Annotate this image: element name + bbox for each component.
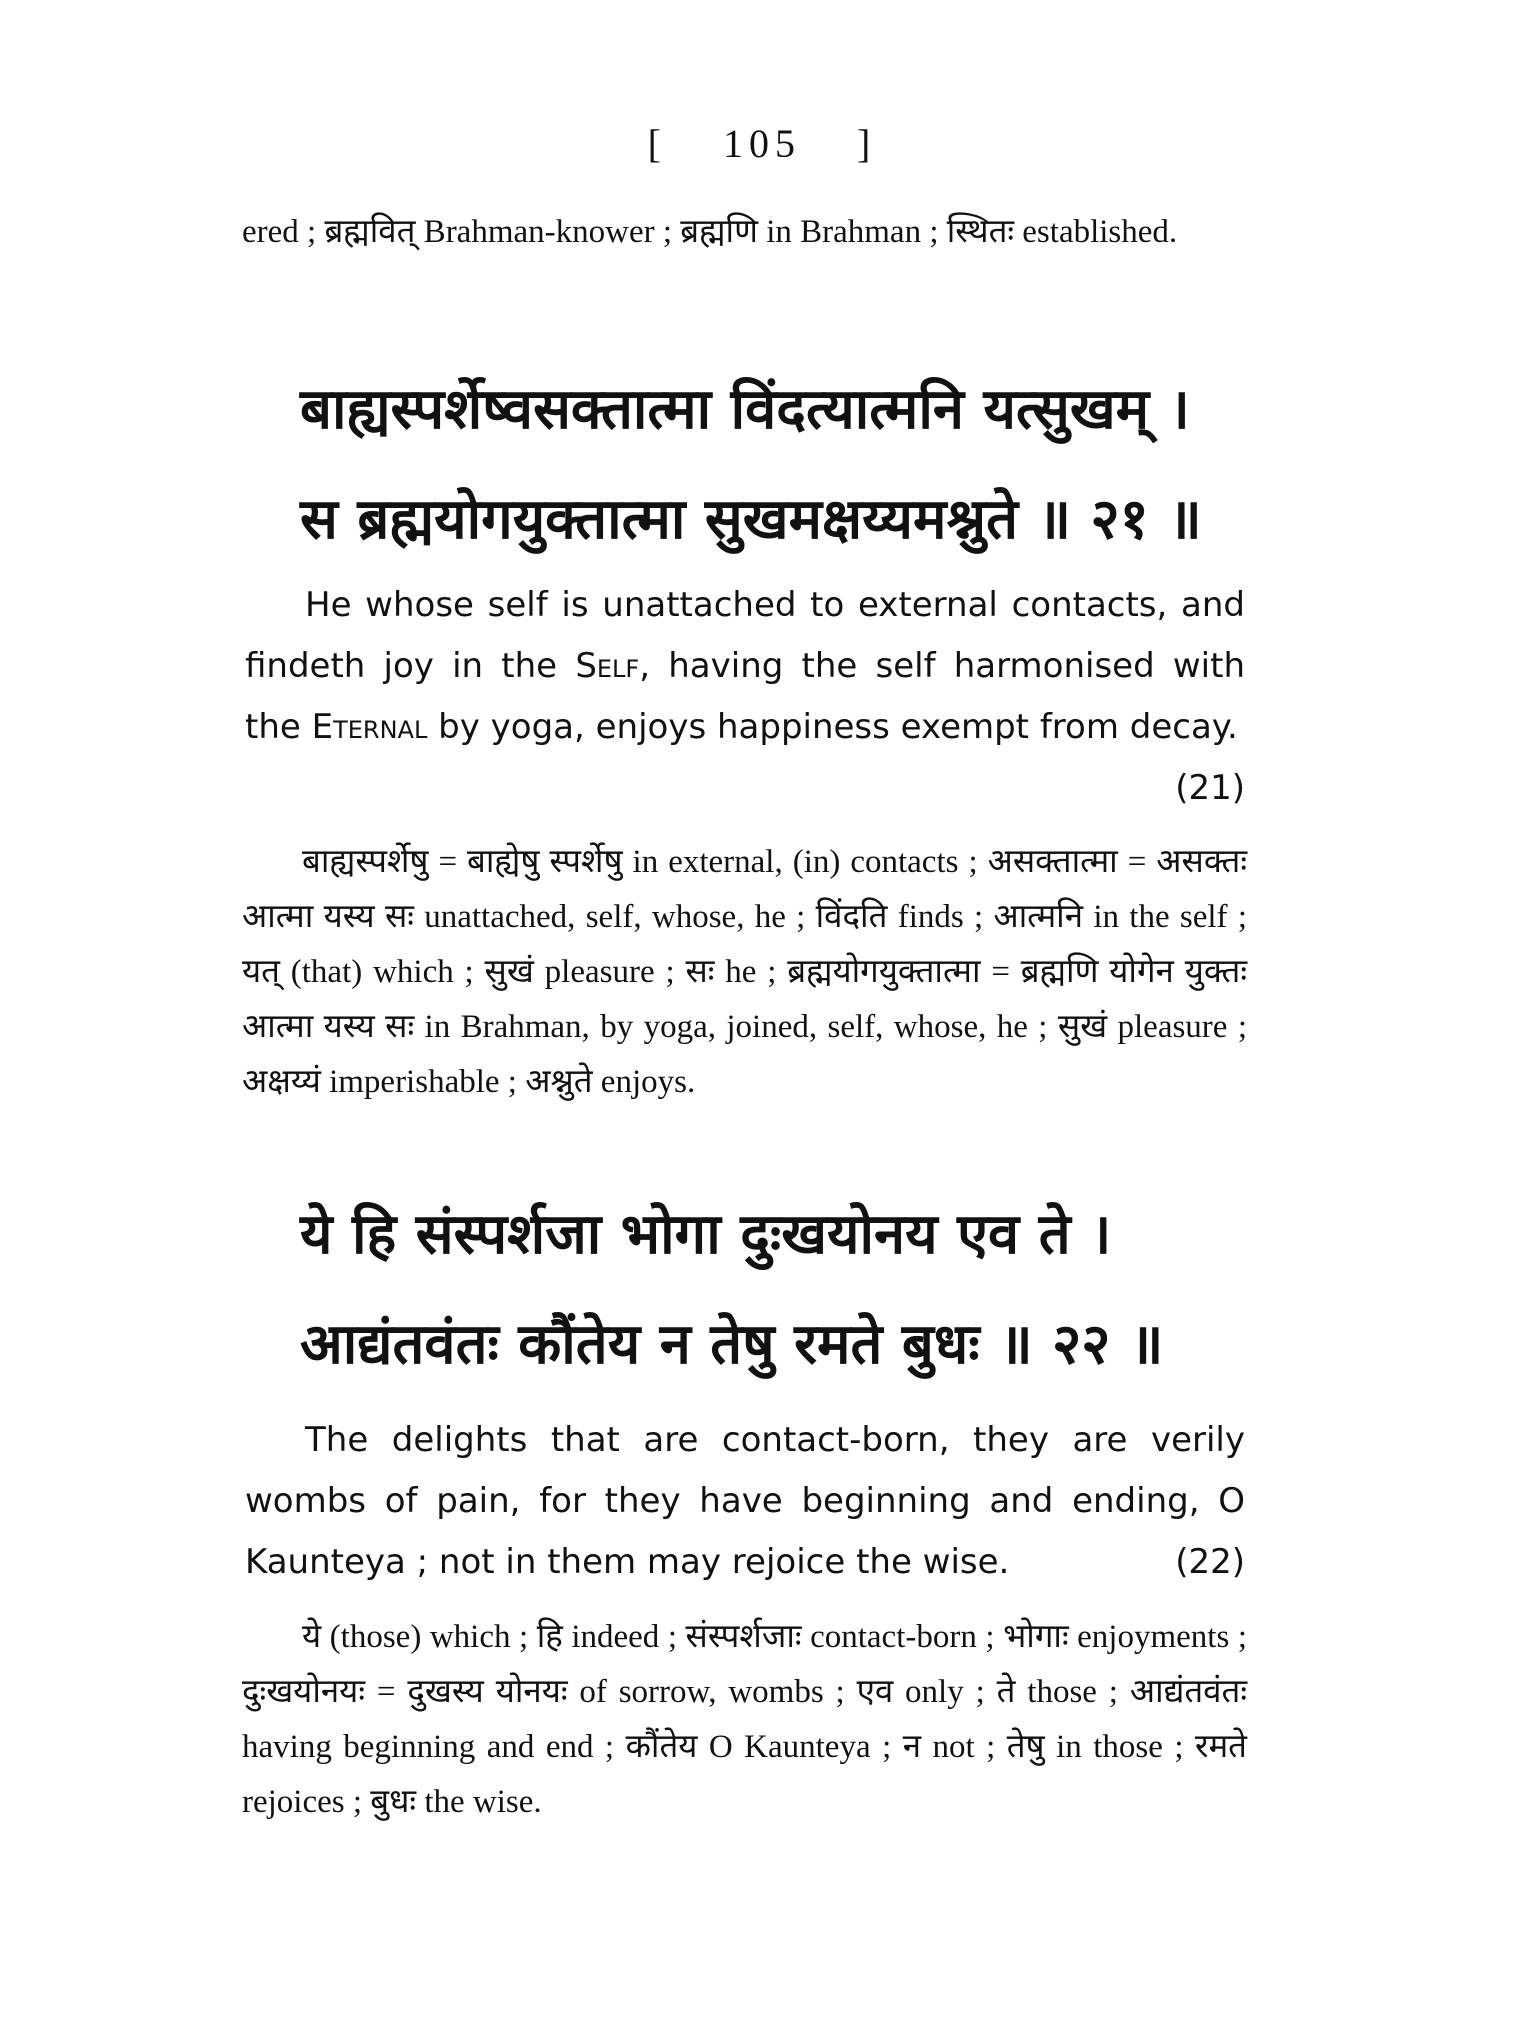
verse-21 bbox=[300, 355, 1260, 575]
verse-22-line-2: आद्यंतवंतः कौंतेय न तेषु रमते बुधः ॥ २२ ॥ bbox=[300, 1312, 1164, 1377]
page-number: 105 bbox=[723, 121, 801, 166]
gloss-22: ये (those) which ; हि indeed ; संस्पर्शजाः contact-born ; भोगाः enjoyments ; दुःखयोनयः = दुखस्य योनयः of sorrow, wombs ; एव only ; ते those ; आद्यंतवंतः having beginning and end ; कौंतेय O Kaunteya ; न not ; तेषु in those ; रमते rejoices ; बुधः the wise. bbox=[242, 1619, 1247, 1820]
translation-21-self: Self bbox=[575, 646, 640, 686]
verse-22 bbox=[300, 1180, 1260, 1400]
translation-21-part-2: , having the self harmonised with the bbox=[245, 646, 1245, 747]
bracket-open: [ bbox=[647, 121, 667, 166]
translation-21 bbox=[245, 575, 1245, 819]
translation-21-eternal: Eternal bbox=[311, 707, 428, 747]
translation-21-part-3: by yoga, enjoys happiness exempt from decay. bbox=[427, 707, 1238, 747]
verse-number-22: (22) bbox=[1175, 1542, 1245, 1582]
verse-21-line-1: बाह्यस्पर्शेष्वसक्तात्मा विंदत्यात्मनि यत्सुखम् । bbox=[300, 377, 1190, 442]
gloss-21: बाह्यस्पर्शेषु = बाह्येषु स्पर्शेषु in external, (in) contacts ; असक्तात्मा = असक्तः आत्मा यस्य सः unattached, self, whose, he ; विंदति finds ; आत्मनि in the self ; यत् (that) which ; सुखं pleasure ; सः he ; ब्रह्मयोगयुक्तात्मा = ब्रह्मणि योगेन युक्तः आत्मा यस्य सः in Brahman, by yoga, joined, self, whose, he ; सुखं pleasure ; अक्षय्यं imperishable ; अश्नुते enjoys. bbox=[242, 844, 1247, 1100]
verse-22-line-1: ये हि संस्पर्शजा भोगा दुःखयोनय एव ते । bbox=[300, 1202, 1112, 1267]
bracket-close: ] bbox=[857, 121, 877, 166]
page-number-header bbox=[0, 120, 1524, 167]
translation-22-text: The delights that are contact-born, they are verily wombs of pain, for they have beginning and ending, O Kaunteya ; not in them may rejoice the wise. bbox=[245, 1420, 1245, 1582]
verse-21-line-2: स ब्रह्मयोगयुक्तात्मा सुखमक्षय्यमश्नुते ॥ २१ ॥ bbox=[300, 487, 1202, 552]
verse-number-21: (21) bbox=[1175, 768, 1245, 808]
translation-22 bbox=[245, 1410, 1245, 1593]
translation-21-part-1: He whose self is unattached to external contacts, and findeth joy in the bbox=[245, 585, 1245, 686]
top-gloss: ered ; ब्रह्मवित् Brahman-knower ; ब्रह्मणि in Brahman ; स्थितः established. bbox=[242, 214, 1178, 250]
